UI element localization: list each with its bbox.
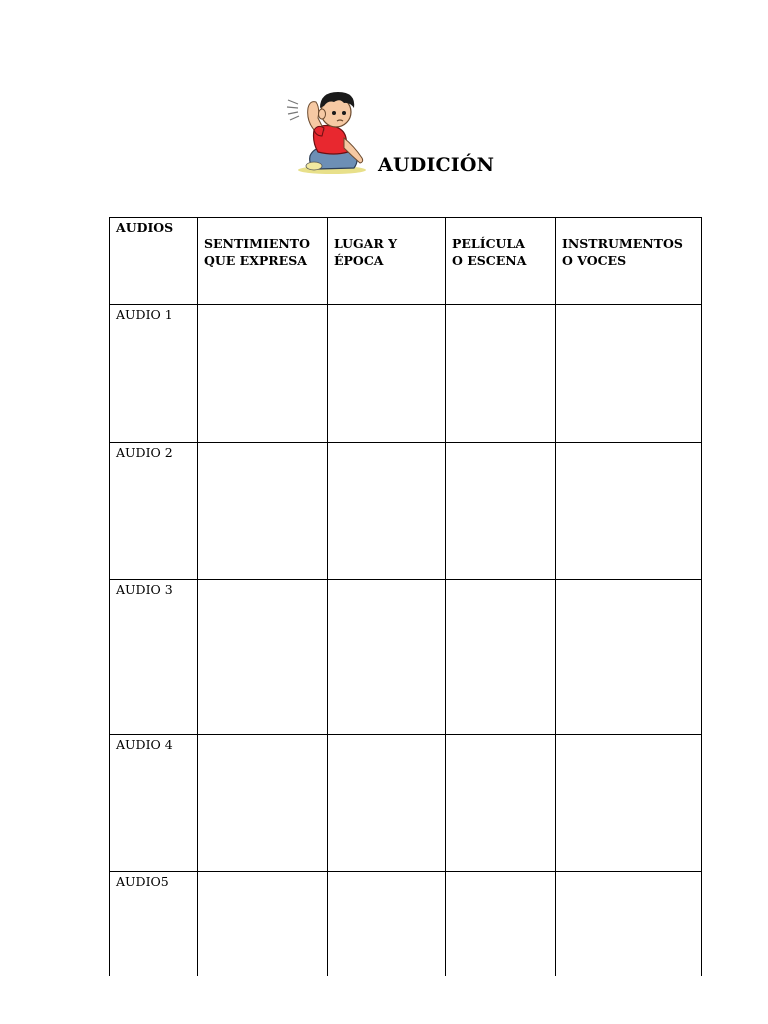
row-label: AUDIO5 (110, 872, 198, 976)
answer-cell[interactable] (198, 872, 328, 976)
column-header-lugar (328, 218, 446, 305)
answer-cell[interactable] (556, 872, 702, 976)
table-row-audio-5 (110, 872, 702, 976)
answer-cell[interactable] (446, 872, 556, 976)
column-header-instrumentos (556, 218, 702, 305)
answer-cell[interactable] (446, 735, 556, 872)
table-row-audio-2 (110, 443, 702, 580)
page-title: AUDICIÓN (378, 154, 495, 176)
row-label: AUDIO 4 (110, 735, 198, 872)
column-header-line: O VOCES (562, 253, 627, 268)
answer-cell[interactable] (328, 305, 446, 443)
column-header-line: INSTRUMENTOS (562, 236, 683, 251)
column-header-line: SENTIMIENTO (204, 236, 310, 251)
answer-cell[interactable] (556, 305, 702, 443)
table-header-row (110, 218, 702, 305)
column-header-line: LUGAR Y (334, 236, 398, 251)
answer-cell[interactable] (556, 443, 702, 580)
answer-cell[interactable] (446, 305, 556, 443)
table-row-audio-3 (110, 580, 702, 735)
table-row-audio-1 (110, 305, 702, 443)
column-header-sentimiento (198, 218, 328, 305)
answer-cell[interactable] (198, 735, 328, 872)
answer-cell[interactable] (556, 735, 702, 872)
child-listening-icon (284, 86, 374, 176)
row-label: AUDIO 3 (110, 580, 198, 735)
answer-cell[interactable] (446, 580, 556, 735)
column-header-pelicula (446, 218, 556, 305)
answer-cell[interactable] (556, 580, 702, 735)
answer-cell[interactable] (198, 443, 328, 580)
listening-worksheet-table (109, 217, 702, 976)
corner-header-audios: AUDIOS (110, 218, 198, 305)
answer-cell[interactable] (328, 735, 446, 872)
row-label: AUDIO 2 (110, 443, 198, 580)
column-header-line: O ESCENA (452, 253, 527, 268)
answer-cell[interactable] (198, 580, 328, 735)
column-header-line: PELÍCULA (452, 236, 525, 251)
table-row-audio-4 (110, 735, 702, 872)
column-header-line: ÉPOCA (334, 253, 384, 268)
row-label: AUDIO 1 (110, 305, 198, 443)
answer-cell[interactable] (446, 443, 556, 580)
answer-cell[interactable] (328, 443, 446, 580)
answer-cell[interactable] (198, 305, 328, 443)
answer-cell[interactable] (328, 872, 446, 976)
column-header-line: QUE EXPRESA (204, 253, 307, 268)
answer-cell[interactable] (328, 580, 446, 735)
